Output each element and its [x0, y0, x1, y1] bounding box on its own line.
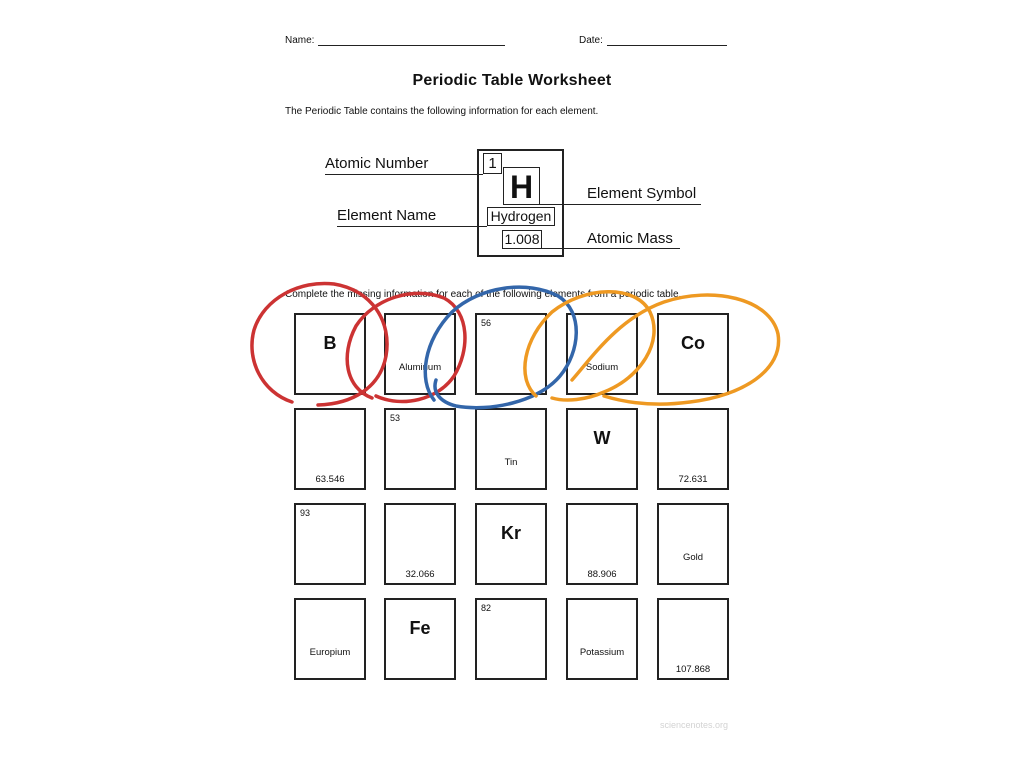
atomic-number-pointer-line	[325, 174, 483, 175]
element-cell-atomic-number: 82	[481, 603, 492, 613]
atomic-mass-pointer-line	[542, 248, 680, 249]
element-symbol-label: Element Symbol	[587, 185, 697, 202]
element-cell	[384, 408, 456, 490]
intro-text: The Periodic Table contains the following information for each element.	[285, 106, 599, 117]
element-cell	[657, 408, 729, 490]
element-cell-atomic-mass: 88.906	[587, 569, 617, 580]
key-atomic-number: 1	[483, 153, 502, 174]
element-cell-atomic-mass: 32.066	[405, 569, 435, 580]
element-cell	[566, 408, 638, 490]
instructions-text: Complete the missing information for each of the following elements from a periodic table.	[285, 289, 682, 300]
key-element-symbol: H	[503, 167, 540, 205]
element-cell-name: Potassium	[579, 647, 625, 658]
element-cell-atomic-number: 93	[300, 508, 311, 518]
element-name-label: Element Name	[337, 207, 437, 224]
footer-watermark: sciencenotes.org	[660, 720, 729, 730]
name-label: Name:	[285, 35, 315, 46]
element-cell-symbol: W	[593, 428, 611, 448]
element-cell	[294, 313, 366, 395]
name-blank-line	[318, 45, 505, 46]
element-cell	[475, 408, 547, 490]
element-cell-name: Sodium	[585, 362, 619, 373]
element-cell	[657, 503, 729, 585]
element-cell-symbol: B	[323, 333, 337, 353]
element-cell-symbol: Co	[681, 333, 705, 353]
key-element-name: Hydrogen	[487, 207, 555, 226]
element-cell	[384, 503, 456, 585]
atomic-mass-label: Atomic Mass	[587, 230, 673, 247]
element-cell-symbol: Kr	[500, 523, 521, 543]
element-cell-atomic-mass: 72.631	[678, 474, 708, 485]
element-cell	[475, 598, 547, 680]
key-atomic-mass: 1.008	[502, 230, 542, 249]
element-cell	[566, 598, 638, 680]
element-cell	[566, 503, 638, 585]
element-cell-atomic-number: 53	[390, 413, 401, 423]
element-cell	[294, 408, 366, 490]
element-cell-atomic-mass: 107.868	[675, 664, 711, 675]
element-cell	[657, 598, 729, 680]
element-cell-name: Gold	[682, 552, 704, 563]
element-cell-name: Aluminum	[398, 362, 442, 373]
element-cell	[384, 598, 456, 680]
element-cell-atomic-number: 56	[481, 318, 492, 328]
element-cell	[384, 313, 456, 395]
element-cell-name: Europium	[309, 647, 351, 658]
element-cell	[657, 313, 729, 395]
element-cell-name: Tin	[504, 457, 518, 468]
atomic-number-label: Atomic Number	[325, 155, 429, 172]
element-cell	[294, 503, 366, 585]
element-cell	[294, 598, 366, 680]
element-symbol-pointer-line	[540, 204, 701, 205]
element-cell	[566, 313, 638, 395]
page-title: Periodic Table Worksheet	[412, 72, 612, 89]
element-cell-symbol: Fe	[409, 618, 431, 638]
element-name-pointer-line	[337, 226, 487, 227]
date-label: Date:	[579, 35, 603, 46]
date-blank-line	[607, 45, 727, 46]
element-cell	[475, 503, 547, 585]
element-cell	[475, 313, 547, 395]
element-cell-atomic-mass: 63.546	[315, 474, 345, 485]
